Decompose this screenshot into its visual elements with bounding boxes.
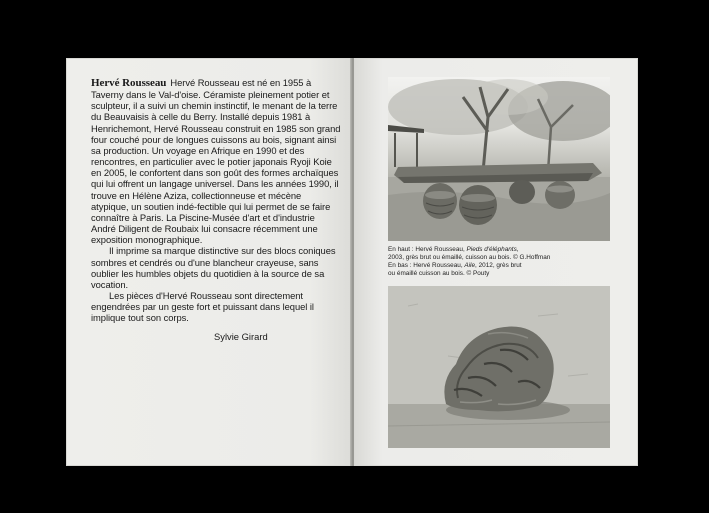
photo-pieds-elephants [388,77,610,241]
book-spread [66,58,638,466]
sculpture-illustration [388,286,610,448]
paragraph-3: Les pièces d'Hervé Rousseau sont directement engendrées par un geste fort et puissant dans lequel il implique tout son corps. [91,289,314,324]
signature: Sylvie Girard [214,331,268,342]
caption-line-1-prefix: En haut : Hervé Rousseau, [388,246,467,253]
photo-caption [388,246,612,278]
caption-line-1-suffix: , [516,246,519,253]
caption-line-3-prefix: En bas : Hervé Rousseau, [388,262,465,269]
table-scene-illustration [388,77,610,241]
show-through-text [108,423,318,429]
photo-aile [388,286,610,448]
caption-line-1-title: Pieds d'éléphants [466,246,517,253]
caption-line-2: 2003, grès brut ou émaillé, cuisson au bois. © G.Hoffman [388,254,551,261]
paragraph-2: Il imprime sa marque distinctive sur des blocs coniques sombres et cendrés ou d'une blancheur crayeuse, sans oublier les humbles objets du quotidien à la source de sa vocation. [91,245,336,290]
biography-text [91,77,341,323]
paragraph-1-text: Hervé Rousseau est né en 1955 à Taverny dans le Val-d'oise. Céramiste pleinement potier et sculpteur, il a suivi un chemin instinctif, le menant de la terre du Beauvaisis à celle du Berry. Installé depuis 1981 à Henrichemont, Hervé Rousseau construit en 1985 son grand four couché pour de longues cuissons au bois, signant ainsi sa production. Un voyage en Afrique en 1990 et des rencontres, en particulier avec le potier japonais Ryoji Koie en 2005, le confortent dans son goût des formes archaïques qui lui offrent un langage universel. Dans les années 1990, il trouve en Hélène Aziza, collectionneuse et mécène atypique, un soutien indé-fectible qui lui permet de se faire connaître à Paris. La Piscine-Musée d'art et d'industrie André Diligent de Roubaix lui consacre récemment une exposition monographique. [91,77,341,246]
author-name: Hervé Rousseau [91,77,167,89]
caption-line-3 [388,262,612,270]
paragraph-1 [91,77,341,245]
left-page [66,58,352,466]
caption-line-4: ou émaillé cuisson au bois. © Pouty [388,270,490,277]
caption-line-3-suffix: , 2012, grès brut [475,262,522,269]
caption-line-1 [388,246,612,254]
caption-line-3-title: Aile [464,262,476,269]
